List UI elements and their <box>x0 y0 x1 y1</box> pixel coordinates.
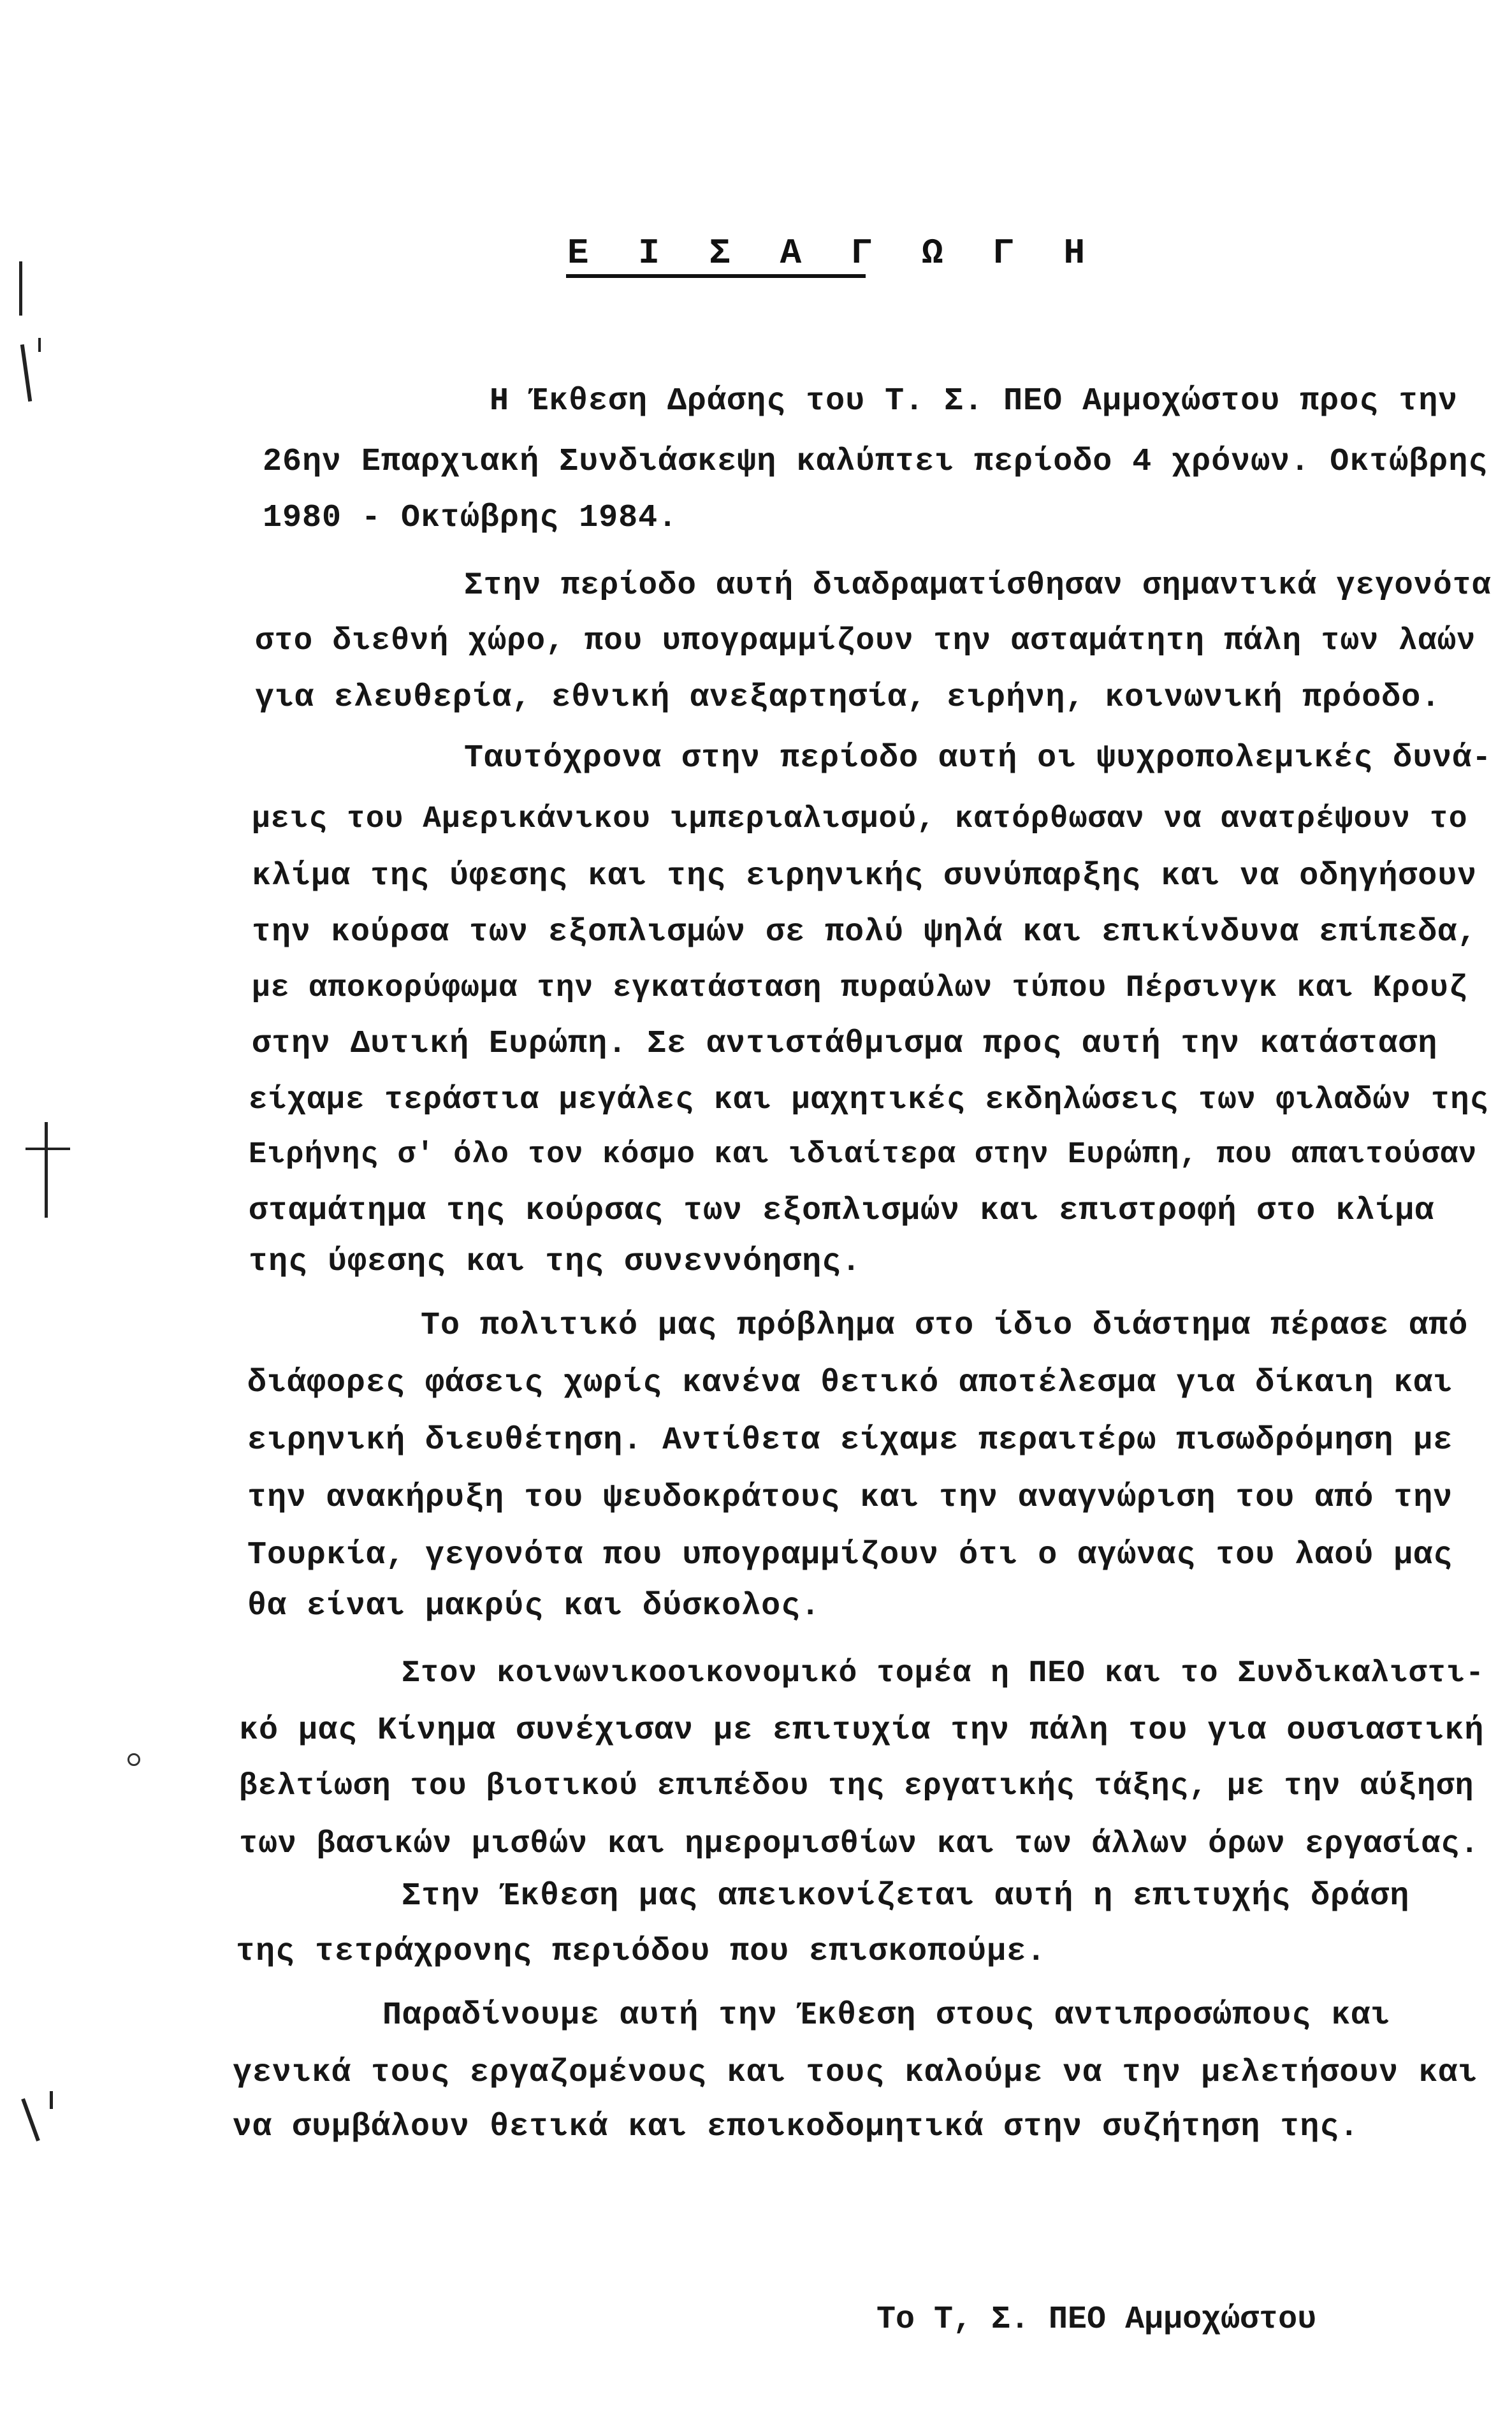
text-line: Η Έκθεση Δράσης του Τ. Σ. ΠΕΟ Αμμοχώστου προς την <box>490 383 1458 419</box>
text-line: 1980 - Οκτώβρης 1984. <box>263 500 678 536</box>
scan-mark <box>50 2091 53 2109</box>
scan-mark <box>25 1148 70 1150</box>
text-line: στην Δυτική Ευρώπη. Σε αντιστάθμισμα προς αυτή την κατάσταση <box>252 1026 1438 1062</box>
text-line: να συμβάλουν θετικά και εποικοδομητικά στην συζήτηση της. <box>233 2109 1360 2145</box>
text-line: των βασικών μισθών και ημερομισθίων και των άλλων όρων εργασίας. <box>239 1826 1479 1862</box>
scan-mark <box>20 344 32 402</box>
text-line: είχαμε τεράστια μεγάλες και μαχητικές εκδηλώσεις των φιλαδών της <box>249 1082 1489 1118</box>
scan-mark <box>45 1122 48 1218</box>
text-line: Ειρήνης σ' όλο τον κόσμο και ιδιαίτερα στην Ευρώπη, που απαιτούσαν <box>249 1138 1478 1172</box>
text-line: κλίμα της ύφεσης και της ειρηνικής συνύπαρξης και να οδηγήσουν <box>252 858 1478 894</box>
text-line: για ελευθερία, εθνική ανεξαρτησία, ειρήνη, κοινωνική πρόοδο. <box>255 680 1441 716</box>
text-line: στο διεθνή χώρο, που υπογραμμίζουν την ασταμάτητη πάλη των λαών <box>255 623 1476 659</box>
text-line: Στον κοινωνικοοικονομικό τομέα η ΠΕΟ και το Συνδικαλιστι- <box>402 1656 1485 1691</box>
text-line: ειρηνική διευθέτηση. Αντίθετα είχαμε περαιτέρω πισωδρόμηση με <box>247 1422 1453 1459</box>
text-line: με αποκορύφωμα την εγκατάσταση πυραύλων τύπου Πέρσινγκ και Κρουζ <box>252 971 1468 1005</box>
text-line: της τετράχρονης περιόδου που επισκοπούμε. <box>236 1934 1047 1970</box>
text-line: την ανακήρυξη του ψευδοκράτους και την αναγνώριση του από την <box>247 1480 1453 1516</box>
text-line: γενικά τους εργαζομένους και τους καλούμε να την μελετήσουν και <box>233 2055 1478 2091</box>
text-line: σταμάτημα της κούρσας των εξοπλισμών και επιστροφή στο κλίμα <box>249 1193 1435 1229</box>
text-line: κό μας Κίνημα συνέχισαν με επιτυχία την πάλη του για ουσιαστική <box>239 1712 1485 1749</box>
text-line: βελτίωση του βιοτικού επιπέδου της εργατικής τάξης, με την αύξηση <box>239 1769 1474 1804</box>
scan-mark <box>19 261 22 316</box>
heading-underline <box>566 274 866 278</box>
text-line: Παραδίνουμε αυτή την Έκθεση στους αντιπροσώπους και <box>382 1997 1391 2034</box>
text-line: 26ην Επαρχιακή Συνδιάσκεψη καλύπτει περίοδο 4 χρόνων. Οκτώβρης <box>263 444 1488 480</box>
scan-mark <box>127 1753 140 1766</box>
text-line: Τουρκία, γεγονότα που υπογραμμίζουν ότι ο αγώνας του λαού μας <box>247 1537 1453 1573</box>
text-line: Το πολιτικό μας πρόβλημα στο ίδιο διάστημα πέρασε από <box>421 1308 1469 1344</box>
text-line: την κούρσα των εξοπλισμών σε πολύ ψηλά και επικίνδυνα επίπεδα, <box>252 914 1478 951</box>
text-line: θα είναι μακρύς και δύσκολος. <box>247 1588 821 1624</box>
signature-line: Το Τ, Σ. ΠΕΟ Αμμοχώστου <box>876 2302 1317 2338</box>
text-line: Στην Έκθεση μας απεικονίζεται αυτή η επιτυχής δράση <box>402 1878 1410 1915</box>
scan-mark <box>38 338 41 352</box>
text-line: Ταυτόχρονα στην περίοδο αυτή οι ψυχροπολεμικές δυνά- <box>464 740 1492 777</box>
text-line: Στην περίοδο αυτή διαδραματίσθησαν σημαντικά γεγονότα <box>464 567 1492 603</box>
text-line: διάφορες φάσεις χωρίς κανένα θετικό αποτέλεσμα για δίκαιη και <box>247 1365 1453 1401</box>
scan-mark <box>21 2098 40 2141</box>
text-line: της ύφεσης και της συνεννόησης. <box>249 1244 862 1280</box>
document-heading: Ε Ι Σ Α Γ Ω Γ Η <box>567 233 1100 274</box>
text-line: μεις του Αμερικάνικου ιμπεριαλισμού, κατόρθωσαν να ανατρέψουν το <box>252 802 1468 836</box>
